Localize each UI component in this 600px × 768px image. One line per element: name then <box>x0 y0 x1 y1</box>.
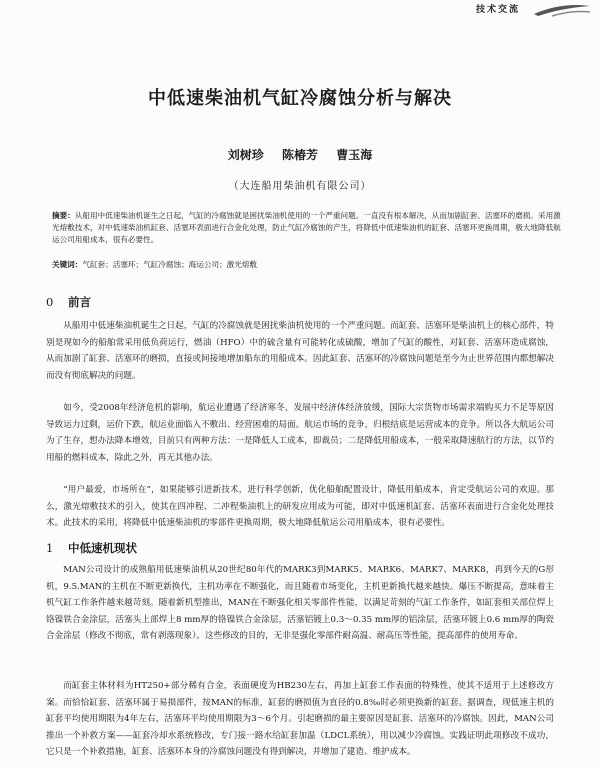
section-tag: 技术交流 <box>475 5 520 15</box>
keywords-text: 气缸套；活塞环；气缸冷腐蚀；海运公司；激光熔敷 <box>82 260 258 269</box>
author-name: 曹玉海 <box>336 148 373 162</box>
affiliation: （大连船用柴油机有限公司） <box>228 181 372 192</box>
author-name: 刘树珍 <box>227 148 264 162</box>
section-heading <box>46 540 137 556</box>
paragraph: 而缸套主体材料为HT250+部分稀有合金，表面硬度为HB230左右，再加上缸套工作表面的特殊性，使其不适用于上述修改方案。而恰恰缸套、活塞环属于易损部件，按MAN的标准，缸套的磨损值为直径的0.8‰时必须更换新的缸套。据调查，现低速主机的缸套平均使用期限为4年左右，活塞环平均使用期限为3～6个月。引起磨损的最主要原因是缸套、活塞环的冷腐蚀。因此，MAN公司推出一个补救方案——缸套冷却水系统修改，专门接一路水给缸套加温（LDCL系统），用以减少冷腐蚀。实践证明此项修改不成功，它只是一个补救措施，缸套、活塞环本身的冷腐蚀问题没有得到解决，并增加了建造、维护成本。 <box>46 681 554 758</box>
section-title: 前言 <box>68 295 91 309</box>
keywords <box>52 259 562 271</box>
paragraph: 从船用中低速柴油机诞生之日起，气缸的冷腐蚀就是困扰柴油机使用的一个严重问题。而缸套、活塞环是柴油机上的核心部件，特别是现如今的船舶常采用低负荷运行，燃油（HFO）中的硫含量有可能转化成硫酸，增加了气缸的酸性，对缸套、活塞环造成腐蚀，从而加剧了缸套、活塞环的磨损，直接或间接地增加船东的用船成本。因此缸套、活塞环的冷腐蚀问题是至今为止世界范围内都想解决而没有彻底解决的问题。 <box>46 321 554 381</box>
abstract-text: 从船用中低速柴油机诞生之日起，气缸的冷腐蚀就是困扰柴油机使用的一个严重问题。一直没有根本解决，从而加剧缸套、活塞环的磨损。采用激光熔敷技术，对中低速柴油机缸套、活塞环表面进行合金化处理，防止气缸冷腐蚀的产生，将降低中低速柴油机的缸套、活塞环更换周期，极大地降低航运公司用船成本，很有必要性。 <box>52 211 561 244</box>
paragraph: “用户最爱，市场所在”，如果能够引进新技术，进行科学创新，优化船舶配置设计，降低用船成本，肯定受航运公司的欢迎。那么，激光熔敷技术的引入，使其在四冲程、二冲程柴油机上的研发应用成为可能，即对中低速机缸套、活塞环表面进行合金化处理技术。此技术的采用，将降低中低速柴油机的零部件更换周期，极大地降低航运公司用船成本，很有必要性。 <box>46 485 554 529</box>
author-name: 陈椿芳 <box>281 148 318 162</box>
section-number: 0 <box>46 295 54 309</box>
abstract-label: 摘要： <box>52 211 75 220</box>
paragraph: MAN公司设计的成熟船用低速柴油机从20世纪80年代的MARK3到MARK5、MARK6、MARK7、MARK8，再到今天的G形机，9.5.MAN的主机在不断更新换代，主机功率在不断强化，而且随着市场变化，主机更新换代越来越快。爆压不断提高，意味着主机气缸工作条件越来越苛刻。随着新机型推出，MAN在不断强化相关零部件性能，以满足苛刻的气缸工作条件，如缸套相关部位焊上铬镍铁合金涂层，活塞头上部焊上8 mm厚的铬镍铁合金涂层，活塞铝镀上0.3～0.35 mm厚的铝涂层，活塞环镀上0.6 mm厚的陶瓷合金涂层（修改不彻底，常有剥落现象）。这些修改的目的，无非是强化零部件耐高温、耐高压等性能，提高部件的使用寿命。 <box>46 565 554 642</box>
header-swoosh-icon <box>532 0 592 18</box>
section-title: 中低速机现状 <box>68 541 137 555</box>
paragraph: 如今，受2008年经济危机的影响，航运业遭遇了经济寒冬，发展中经济体经济放缓，国际大宗货物市场需求端购买力不足等原因导致运力过剩，运价下跌，航运业面临入不敷出、经营困难的局面。航运市场的竞争，归根结底是运营成本的竞争。所以各大航运公司为了生存，想办法降本增效，目前只有两种方法：一是降低人工成本，即裁员；二是降低用船成本，一般采取降速航行的方法，以节约用船的燃料成本，除此之外，再无其他办法。 <box>46 403 554 463</box>
section-number: 1 <box>46 541 54 555</box>
author-list <box>0 146 600 163</box>
keywords-label: 关键词： <box>52 260 83 269</box>
abstract <box>52 210 562 246</box>
article-title: 中低速柴油机气缸冷腐蚀分析与解决 <box>148 88 452 109</box>
section-heading <box>46 294 91 310</box>
